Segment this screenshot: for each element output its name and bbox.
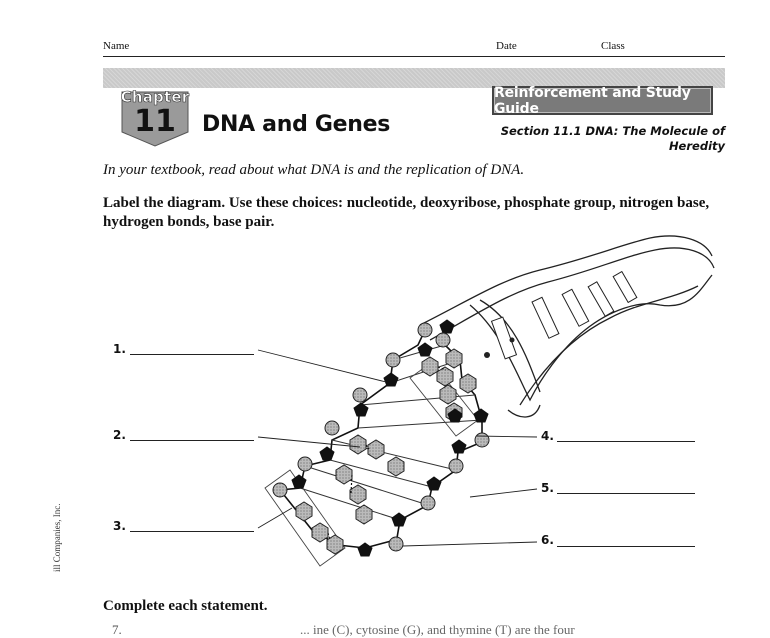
answer-blank-1[interactable] bbox=[130, 354, 254, 355]
chapter-word: Chapter bbox=[120, 88, 190, 106]
name-label: Name bbox=[103, 40, 130, 52]
answer-blank-2[interactable] bbox=[130, 440, 254, 441]
study-guide-banner: Reinforcement and Study Guide bbox=[492, 86, 713, 115]
date-label: Date bbox=[496, 40, 517, 52]
instruction-text: Label the diagram. Use these choices: nucleotide, deoxyribose, phosphate group, nitrogen base, hydrogen bonds, base pair. bbox=[103, 195, 710, 230]
chapter-badge bbox=[118, 88, 192, 148]
dna-diagram bbox=[250, 230, 730, 570]
section-line-2: Heredity bbox=[668, 139, 725, 153]
label-number-3: 3. bbox=[113, 519, 126, 533]
answer-blank-3[interactable] bbox=[130, 531, 254, 532]
label-number-5: 5. bbox=[541, 481, 554, 495]
next-question-text: ... ine (C), cytosine (G), and thymine (T) are the four bbox=[300, 622, 575, 637]
helix-ribbon-back bbox=[420, 236, 712, 325]
leader-line-6 bbox=[403, 542, 537, 546]
section-heading bbox=[501, 124, 725, 154]
leader-line-3 bbox=[258, 508, 292, 528]
phosphate-shape bbox=[273, 483, 287, 497]
complete-heading: Complete each statement. bbox=[103, 598, 268, 614]
copyright-side-text: ill Companies, Inc. bbox=[52, 503, 62, 572]
label-number-2: 2. bbox=[113, 428, 126, 442]
class-label: Class bbox=[601, 40, 625, 52]
next-question-number: 7. bbox=[112, 622, 122, 637]
label-number-1: 1. bbox=[113, 342, 126, 356]
leader-line-5 bbox=[470, 489, 537, 497]
chapter-title: DNA and Genes bbox=[202, 112, 391, 137]
label-number-6: 6. bbox=[541, 533, 554, 547]
header-rule bbox=[103, 56, 725, 57]
deoxyribose-shape bbox=[418, 343, 432, 356]
section-line-1: Section 11.1 DNA: The Molecule of bbox=[500, 124, 725, 138]
intro-text: In your textbook, read about what DNA is and the replication of DNA. bbox=[103, 162, 525, 178]
leader-line-2 bbox=[258, 437, 360, 447]
label-number-4: 4. bbox=[541, 429, 554, 443]
leader-line-1 bbox=[258, 350, 386, 382]
chapter-number: 11 bbox=[134, 104, 176, 139]
